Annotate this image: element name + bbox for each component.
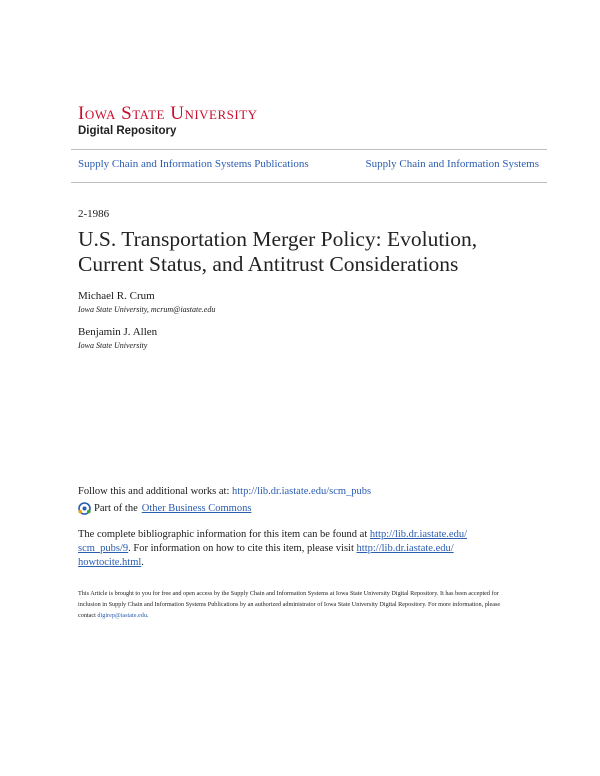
isu-logo <box>78 104 258 137</box>
footer-text: This Article is brought to you for free and open access by the Supply Chain and Information Systems at Iowa State University Digital Repository. It has been accepted for inclusion in Supply Chain and Information Systems Publications by an authorized administrator of Iowa State University Digital Repository. For more information, please contact <box>78 590 501 619</box>
follow-link[interactable]: http://lib.dr.iastate.edu/scm_pubs <box>232 486 372 497</box>
author-affiliation: Iowa State University <box>78 341 148 350</box>
network-icon <box>78 502 91 515</box>
university-name: Iowa State University <box>78 103 258 124</box>
follow-line <box>78 486 371 497</box>
part-of-line <box>78 502 251 515</box>
contact-email-link[interactable]: digirep@iastate.edu <box>97 612 147 619</box>
follow-text: Follow this and additional works at: <box>78 486 232 497</box>
author-affiliation: Iowa State University, mcrum@iastate.edu <box>78 305 216 314</box>
author-name: Benjamin J. Allen <box>78 326 158 338</box>
footer-text: . <box>146 612 149 619</box>
collection-link-department[interactable]: Supply Chain and Information Systems <box>365 158 539 170</box>
biblio-text: The complete bibliographic information for this item can be found at <box>78 529 370 540</box>
publication-date: 2-1986 <box>78 208 110 220</box>
biblio-text: . For information on how to cite this item, please visit <box>128 543 357 554</box>
biblio-link[interactable]: http://lib.dr.iastate.edu/ <box>369 529 467 540</box>
paper-title: U.S. Transportation Merger Policy: Evolution, Current Status, and Antitrust Considerations <box>78 227 478 276</box>
part-of-text: Part of the <box>94 503 138 514</box>
author-name: Michael R. Crum <box>78 290 155 302</box>
repository-name: Digital Repository <box>78 125 177 137</box>
footer-notice <box>78 588 518 621</box>
collection-link-publications[interactable]: Supply Chain and Information Systems Publications <box>78 158 309 170</box>
collection-bar <box>71 149 547 183</box>
howtocite-link[interactable]: howtocite.html <box>78 557 142 568</box>
biblio-link[interactable]: scm_pubs/9 <box>78 543 129 554</box>
commons-link[interactable]: Other Business Commons <box>141 503 252 514</box>
biblio-text: . <box>141 557 144 568</box>
bibliographic-info <box>78 528 548 570</box>
howtocite-link[interactable]: http://lib.dr.iastate.edu/ <box>356 543 454 554</box>
